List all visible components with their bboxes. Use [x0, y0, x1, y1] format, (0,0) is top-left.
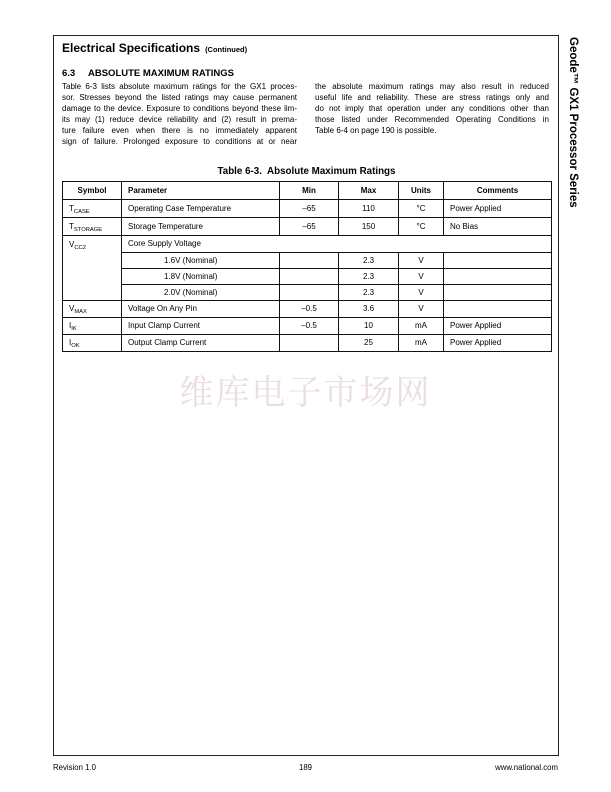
max-cell: 150	[339, 218, 399, 236]
parameter-cell: Core Supply Voltage	[122, 236, 552, 253]
symbol-base: T	[69, 203, 74, 213]
header-parameter: Parameter	[122, 182, 280, 200]
footer-url: www.national.com	[495, 763, 558, 772]
units-cell: V	[399, 285, 444, 301]
table-subrow	[63, 253, 552, 269]
table-row	[63, 301, 552, 318]
min-cell	[280, 335, 339, 352]
parameter-cell: 1.8V (Nominal)	[122, 269, 280, 285]
min-cell: –0.5	[280, 318, 339, 335]
symbol-subscript: CASE	[73, 208, 90, 215]
text-line: those listed under Recommended Operating Conditions in	[315, 114, 549, 124]
table-header-row	[63, 182, 552, 200]
symbol-subscript: MAX	[74, 309, 87, 315]
symbol-subscript: OK	[71, 343, 80, 349]
text-line: its may (1) reduce device reliability and (2) result in prema-	[62, 114, 297, 124]
table-subrow	[63, 285, 552, 301]
header-units: Units	[399, 182, 444, 200]
symbol-cell	[63, 335, 122, 352]
body-text-right-column	[315, 81, 549, 136]
symbol-cell	[63, 236, 122, 301]
text-line: ture failure even when there is no immediately apparent	[62, 125, 297, 135]
max-cell: 2.3	[339, 253, 399, 269]
symbol-base: T	[69, 221, 74, 231]
section-title: ABSOLUTE MAXIMUM RATINGS	[88, 68, 235, 79]
symbol-subscript: STORAGE	[73, 226, 103, 233]
parameter-cell: Operating Case Temperature	[122, 200, 280, 218]
header-symbol: Symbol	[63, 182, 122, 200]
comments-cell	[444, 269, 552, 285]
table-row	[63, 318, 552, 335]
symbol-cell	[63, 318, 122, 335]
symbol-base: V	[69, 240, 75, 249]
symbol-base: I	[69, 338, 72, 347]
symbol-subscript: CC2	[74, 245, 86, 251]
table-caption: Table 6-3. Absolute Maximum Ratings	[217, 166, 396, 177]
parameter-cell: 1.6V (Nominal)	[122, 253, 280, 269]
table-row	[63, 236, 552, 253]
text-line: sor. Stresses beyond the listed ratings may cause permanent	[62, 92, 297, 102]
comments-cell: Power Applied	[444, 200, 552, 218]
parameter-cell: Input Clamp Current	[122, 318, 280, 335]
units-cell: V	[399, 301, 444, 318]
max-cell: 110	[339, 200, 399, 218]
symbol-subscript: IK	[71, 326, 77, 332]
text-line: Table 6-4 on page 190 is possible.	[315, 125, 437, 135]
parameter-cell: Voltage On Any Pin	[122, 301, 280, 318]
table-subrow	[63, 269, 552, 285]
parameter-cell: 2.0V (Nominal)	[122, 285, 280, 301]
max-cell: 2.3	[339, 269, 399, 285]
table-row	[63, 200, 552, 218]
symbol-base: V	[69, 304, 75, 313]
comments-cell: No Bias	[444, 218, 552, 236]
section-number: 6.3	[62, 68, 76, 79]
units-cell: V	[399, 253, 444, 269]
absolute-max-ratings-table	[62, 181, 552, 352]
text-line: the absolute maximum ratings may also result in reduced	[315, 81, 549, 91]
units-cell: °C	[399, 200, 444, 218]
text-line: sign of failure. Prolonged exposure to conditions at or near	[62, 136, 297, 146]
table-row	[63, 218, 552, 236]
page-title	[62, 41, 247, 57]
max-cell: 3.6	[339, 301, 399, 318]
comments-cell	[444, 301, 552, 318]
header-comments: Comments	[444, 182, 552, 200]
units-cell: mA	[399, 318, 444, 335]
text-line: do not imply that operation under any conditions other than	[315, 103, 549, 113]
text-line: useful life and reliability. These are stress ratings only and	[315, 92, 549, 102]
symbol-cell	[63, 218, 122, 236]
section-heading	[62, 68, 234, 79]
comments-cell: Power Applied	[444, 335, 552, 352]
min-cell	[280, 269, 339, 285]
product-series-title: Geode™ GX1 Processor Series	[567, 37, 579, 208]
symbol-cell	[63, 301, 122, 318]
continued-label: (Continued)	[205, 45, 248, 54]
min-cell	[280, 285, 339, 301]
header-max: Max	[339, 182, 399, 200]
body-text-left-column	[62, 81, 297, 147]
comments-cell	[444, 285, 552, 301]
text-line: damage to the device. Exposure to conditions beyond these lim-	[62, 103, 297, 113]
page-title-text: Electrical Specifications	[62, 41, 201, 55]
comments-cell	[444, 253, 552, 269]
parameter-cell: Storage Temperature	[122, 218, 280, 236]
watermark: 维库电子市场网	[179, 373, 432, 413]
footer-page-number: 189	[298, 763, 312, 772]
min-cell	[280, 253, 339, 269]
table-row	[63, 335, 552, 352]
max-cell: 2.3	[339, 285, 399, 301]
units-cell: V	[399, 269, 444, 285]
min-cell: –65	[280, 218, 339, 236]
max-cell: 25	[339, 335, 399, 352]
units-cell: mA	[399, 335, 444, 352]
min-cell: –0.5	[280, 301, 339, 318]
footer-revision: Revision 1.0	[53, 763, 96, 772]
header-min: Min	[280, 182, 339, 200]
text-line: Table 6-3 lists absolute maximum ratings for the GX1 proces-	[62, 81, 297, 91]
symbol-cell	[63, 200, 122, 218]
units-cell: °C	[399, 218, 444, 236]
parameter-cell: Output Clamp Current	[122, 335, 280, 352]
max-cell: 10	[339, 318, 399, 335]
symbol-base: I	[69, 321, 72, 330]
comments-cell: Power Applied	[444, 318, 552, 335]
min-cell: –65	[280, 200, 339, 218]
